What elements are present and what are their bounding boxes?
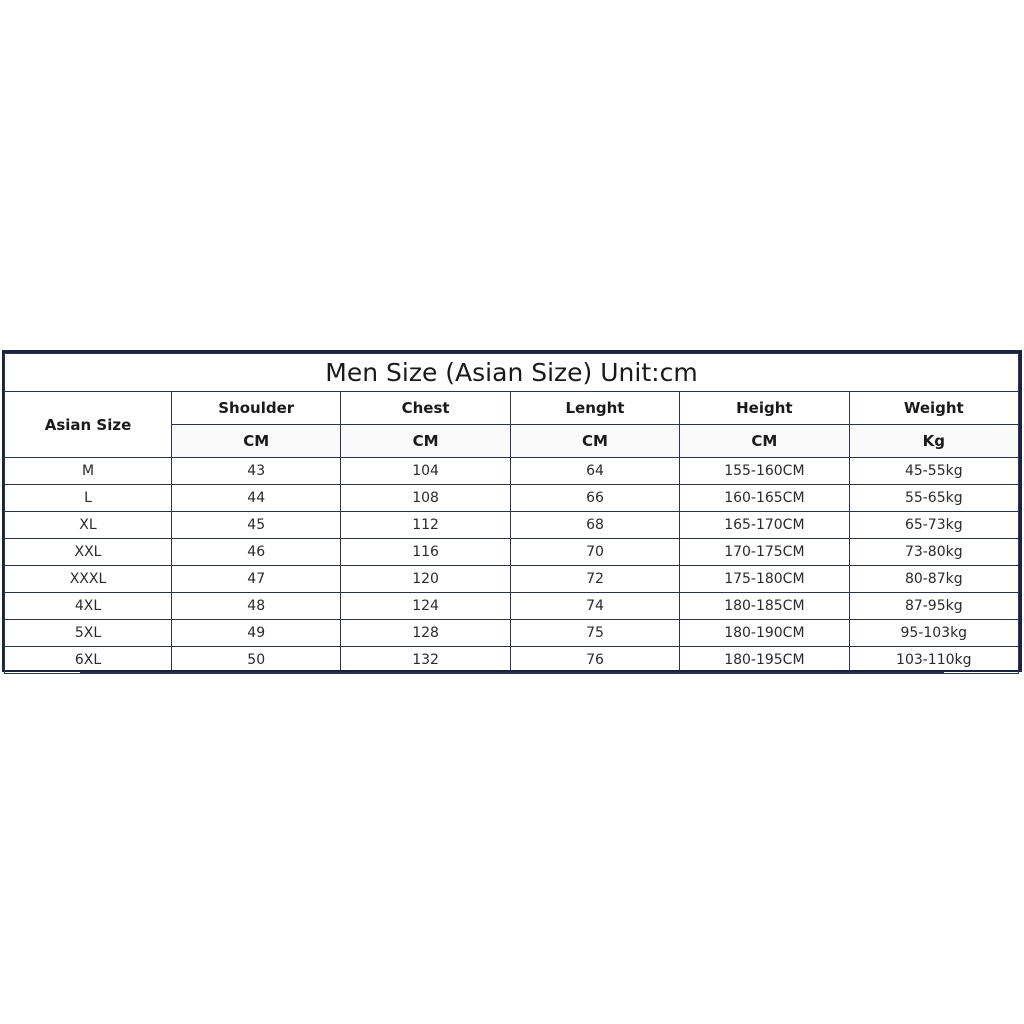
table-row	[5, 485, 1019, 512]
unit-chest: CM	[341, 425, 510, 458]
table-row	[5, 458, 1019, 485]
row-header-asian-size: Asian Size	[5, 392, 172, 458]
weight-cell: 87-95kg	[849, 593, 1018, 620]
column-header-shoulder: Shoulder	[172, 392, 341, 425]
table-row	[5, 593, 1019, 620]
table-row	[5, 566, 1019, 593]
size-table	[4, 353, 1019, 674]
shoulder-cell: 48	[172, 593, 341, 620]
shoulder-cell: 46	[172, 539, 341, 566]
column-header-chest: Chest	[341, 392, 510, 425]
unit-height: CM	[680, 425, 849, 458]
length-cell: 66	[510, 485, 679, 512]
weight-cell: 80-87kg	[849, 566, 1018, 593]
height-cell: 180-195CM	[680, 647, 849, 674]
unit-shoulder: CM	[172, 425, 341, 458]
height-cell: 180-190CM	[680, 620, 849, 647]
weight-cell: 103-110kg	[849, 647, 1018, 674]
shoulder-cell: 49	[172, 620, 341, 647]
table-row	[5, 512, 1019, 539]
height-cell: 165-170CM	[680, 512, 849, 539]
chest-cell: 124	[341, 593, 510, 620]
weight-cell: 45-55kg	[849, 458, 1018, 485]
shoulder-cell: 47	[172, 566, 341, 593]
chest-cell: 128	[341, 620, 510, 647]
weight-cell: 55-65kg	[849, 485, 1018, 512]
size-chart	[2, 350, 1022, 672]
length-cell: 75	[510, 620, 679, 647]
chest-cell: 112	[341, 512, 510, 539]
length-cell: 70	[510, 539, 679, 566]
size-cell: 6XL	[5, 647, 172, 674]
chest-cell: 104	[341, 458, 510, 485]
height-cell: 155-160CM	[680, 458, 849, 485]
length-cell: 72	[510, 566, 679, 593]
size-cell: M	[5, 458, 172, 485]
header-row	[5, 392, 1019, 425]
table-row	[5, 647, 1019, 674]
size-cell: L	[5, 485, 172, 512]
unit-weight: Kg	[849, 425, 1018, 458]
size-cell: XXXL	[5, 566, 172, 593]
length-cell: 74	[510, 593, 679, 620]
chest-cell: 108	[341, 485, 510, 512]
length-cell: 64	[510, 458, 679, 485]
column-header-height: Height	[680, 392, 849, 425]
table-row	[5, 620, 1019, 647]
weight-cell: 65-73kg	[849, 512, 1018, 539]
size-cell: 5XL	[5, 620, 172, 647]
shoulder-cell: 43	[172, 458, 341, 485]
unit-length: CM	[510, 425, 679, 458]
chest-cell: 116	[341, 539, 510, 566]
chest-cell: 132	[341, 647, 510, 674]
height-cell: 160-165CM	[680, 485, 849, 512]
column-header-weight: Weight	[849, 392, 1018, 425]
shoulder-cell: 44	[172, 485, 341, 512]
height-cell: 170-175CM	[680, 539, 849, 566]
size-cell: XL	[5, 512, 172, 539]
shoulder-cell: 45	[172, 512, 341, 539]
weight-cell: 73-80kg	[849, 539, 1018, 566]
column-header-length: Lenght	[510, 392, 679, 425]
size-cell: XXL	[5, 539, 172, 566]
weight-cell: 95-103kg	[849, 620, 1018, 647]
height-cell: 180-185CM	[680, 593, 849, 620]
height-cell: 175-180CM	[680, 566, 849, 593]
table-row	[5, 539, 1019, 566]
chest-cell: 120	[341, 566, 510, 593]
table-title: Men Size (Asian Size) Unit:cm	[5, 354, 1019, 392]
shoulder-cell: 50	[172, 647, 341, 674]
length-cell: 76	[510, 647, 679, 674]
length-cell: 68	[510, 512, 679, 539]
size-cell: 4XL	[5, 593, 172, 620]
